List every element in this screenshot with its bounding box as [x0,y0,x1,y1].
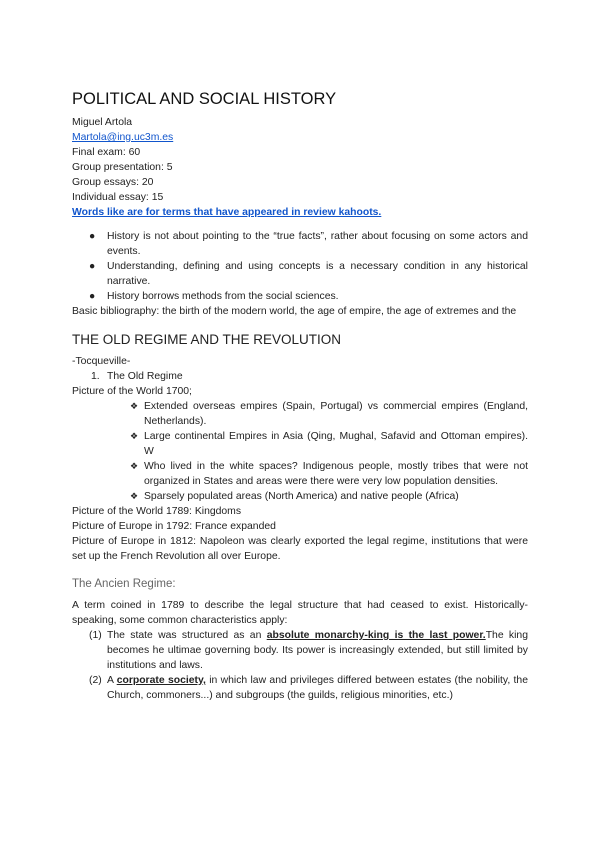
email-link[interactable]: Martola@ing.uc3m.es [72,132,174,143]
diamond-list [72,399,528,504]
diamond-bullet-icon: ❖ [130,431,139,441]
section-heading-old-regime: THE OLD REGIME AND THE REVOLUTION [72,332,342,347]
list-item: (1) The state was structured as an absolute monarchy-king is the last power.The king becomes he ultimae governing body. Its power is increasingly extended, but still limited by institutions and laws. [89,630,528,671]
diamond-bullet-icon: ❖ [130,461,139,471]
bullet-icon: ● [89,261,96,272]
kahoot-note: Words like are for terms that have appeared in review kahoots. [72,207,382,218]
bullet-icon: ● [89,231,96,242]
grading-group-essays: Group essays: 20 [72,177,154,188]
bibliography: Basic bibliography: the birth of the modern world, the age of empire, the age of extremes and the [72,306,517,317]
subsection-heading-ancien-regime: The Ancien Regime: [72,578,176,590]
diamond-bullet-icon: ❖ [130,491,139,501]
list-item: ❖ Extended overseas empires (Spain, Portugal) vs commercial empires (England, Netherlands). [130,401,528,427]
list-item: ● History borrows methods from the social sciences. [89,291,339,302]
document-title: POLITICAL AND SOCIAL HISTORY [72,90,337,108]
key-term-corporate-society: corporate society, [116,675,206,686]
grading-group-presentation: Group presentation: 5 [72,162,173,173]
list-item: ● Understanding, defining and using concepts is a necessary condition in any historical narrative. [89,261,528,287]
bullet-icon: ● [89,291,96,302]
grading-individual-essay: Individual essay: 15 [72,192,164,203]
characteristics-list [72,628,528,703]
picture-1789: Picture of the World 1789: Kingdoms [72,506,242,517]
grading-final-exam: Final exam: 60 [72,147,141,158]
document-body [72,88,528,703]
list-item: (2) A corporate society, in which law and privileges differed between estates (the nobility, the Church, commoners...) and subgroups (the guilds, religious minorities, etc.) [89,675,528,701]
diamond-bullet-icon: ❖ [130,401,139,411]
list-item: ❖ Large continental Empires in Asia (Qing, Mughal, Safavid and Ottoman empires). W [130,431,528,457]
ancien-regime-intro: A term coined in 1789 to describe the legal structure that had ceased to exist. Historically-speaking, some common characteristics apply: [72,600,528,626]
key-term-absolute-monarchy: absolute monarchy-king is the last power. [266,630,486,641]
list-item: ❖ Sparsely populated areas (North America) and native people (Africa) [130,491,459,502]
list-item: ❖ Who lived in the white spaces? Indigenous people, mostly tribes that were not organized in States and areas were there were very low population densities. [130,461,528,487]
numbered-item: 1. The Old Regime [91,371,183,382]
picture-1700: Picture of the World 1700; [72,386,192,397]
tocqueville-line: -Tocqueville- [72,356,131,367]
picture-1792: Picture of Europe in 1792: France expanded [72,521,276,532]
intro-bullet-list [72,229,528,304]
picture-1812: Picture of Europe in 1812: Napoleon was clearly exported the legal regime, institutions that were set up the French Revolution all over Europe. [72,536,528,562]
author-name: Miguel Artola [72,117,133,128]
list-item: ● History is not about pointing to the “true facts”, rather about focusing on some actors and events. [89,231,528,257]
